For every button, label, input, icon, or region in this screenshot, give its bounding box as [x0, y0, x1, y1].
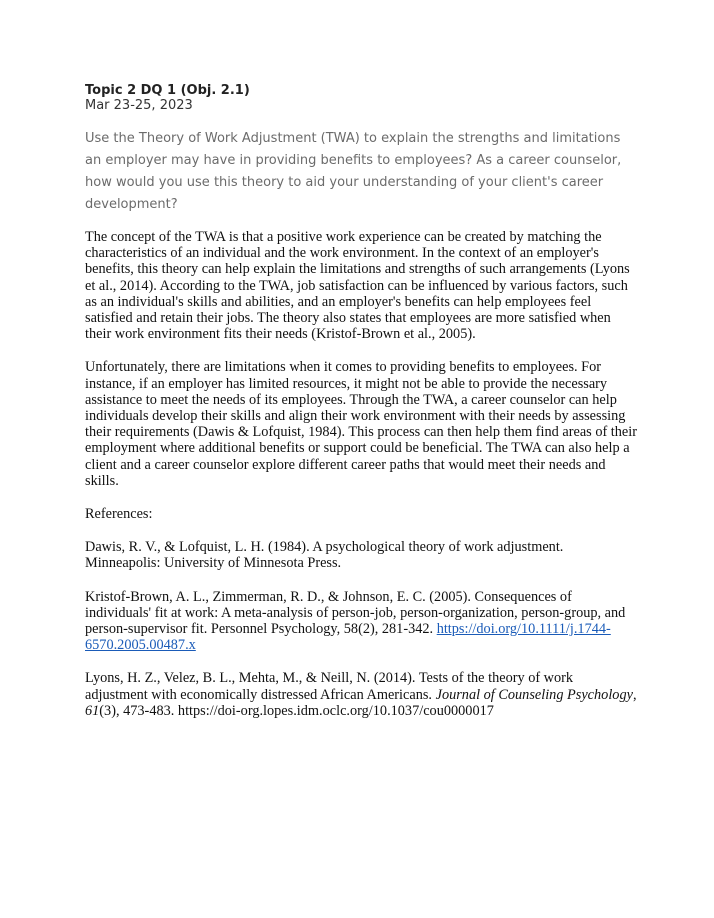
topic-date: Mar 23-25, 2023 [85, 98, 193, 113]
topic-title: Topic 2 DQ 1 (Obj. 2.1) [85, 83, 250, 98]
body-paragraph: The concept of the TWA is that a positive work experience can be created by matching the characteristics of an individual and the work environment. In the context of an employer's benefits, this theory can help explain the limitations and strengths of such arrangements (Lyons et al., 2014). According to the TWA, job satisfaction can be influenced by various factors, such as an individual's skills and abilities, and an employer's benefits can help employees feel satisfied and retain their jobs. The theory also states that employees are more satisfied when their work environment fits their needs (Kristof-Brown et al., 2005). [85, 229, 630, 343]
document-page [85, 83, 637, 719]
reference-item-kristof [85, 589, 637, 654]
journal-volume: 61 [85, 702, 100, 719]
body-paragraph: Unfortunately, there are limitations when it comes to providing benefits to employees. For instance, if an employer has limited resources, it might not be able to provide the necessary assistance to meet the needs of its employees. Through the TWA, a career counselor can help individuals develop their skills and align their work environment with their needs by assessing their requirements (Dawis & Lofquist, 1984). This process can then help them find areas of their employment where additional benefits or support could be beneficial. The TWA can also help a client and a career counselor explore different career paths that would meet their needs and skills. [85, 359, 638, 489]
reference-text: Lyons, H. Z., Velez, B. L., Mehta, M., & Neill, N. (2014). Tests of the theory of work adjustment with economically distressed African Americans. [85, 670, 574, 703]
doi-link[interactable]: https://doi.org/10.1111/j.1744-6570.2005.00487.x [85, 621, 611, 654]
references-heading: References: [85, 506, 153, 523]
reference-item-dawis: Dawis, R. V., & Lofquist, L. H. (1984). A psychological theory of work adjustment. Minneapolis: University of Minnesota Press. [85, 539, 564, 572]
reference-item-lyons [85, 670, 637, 719]
reference-text: (3), 473-483. https://doi-org.lopes.idm.oclc.org/10.1037/cou0000017 [99, 702, 494, 719]
reference-text: Kristof-Brown, A. L., Zimmerman, R. D., & Johnson, E. C. (2005). Consequences of individuals' fit at work: A meta-analysis of person-job, person-organization, person-group, and person-supervisor fit. Personnel Psychology, 58(2), 281-342. [85, 588, 626, 638]
discussion-prompt: Use the Theory of Work Adjustment (TWA) to explain the strengths and limitations an employer may have in providing benefits to employees? As a career counselor, how would you use this theory to aid your understanding of your client's career development? [85, 131, 622, 212]
reference-separator: , [632, 686, 637, 703]
journal-title: Journal of Counseling Psychology [435, 686, 633, 703]
